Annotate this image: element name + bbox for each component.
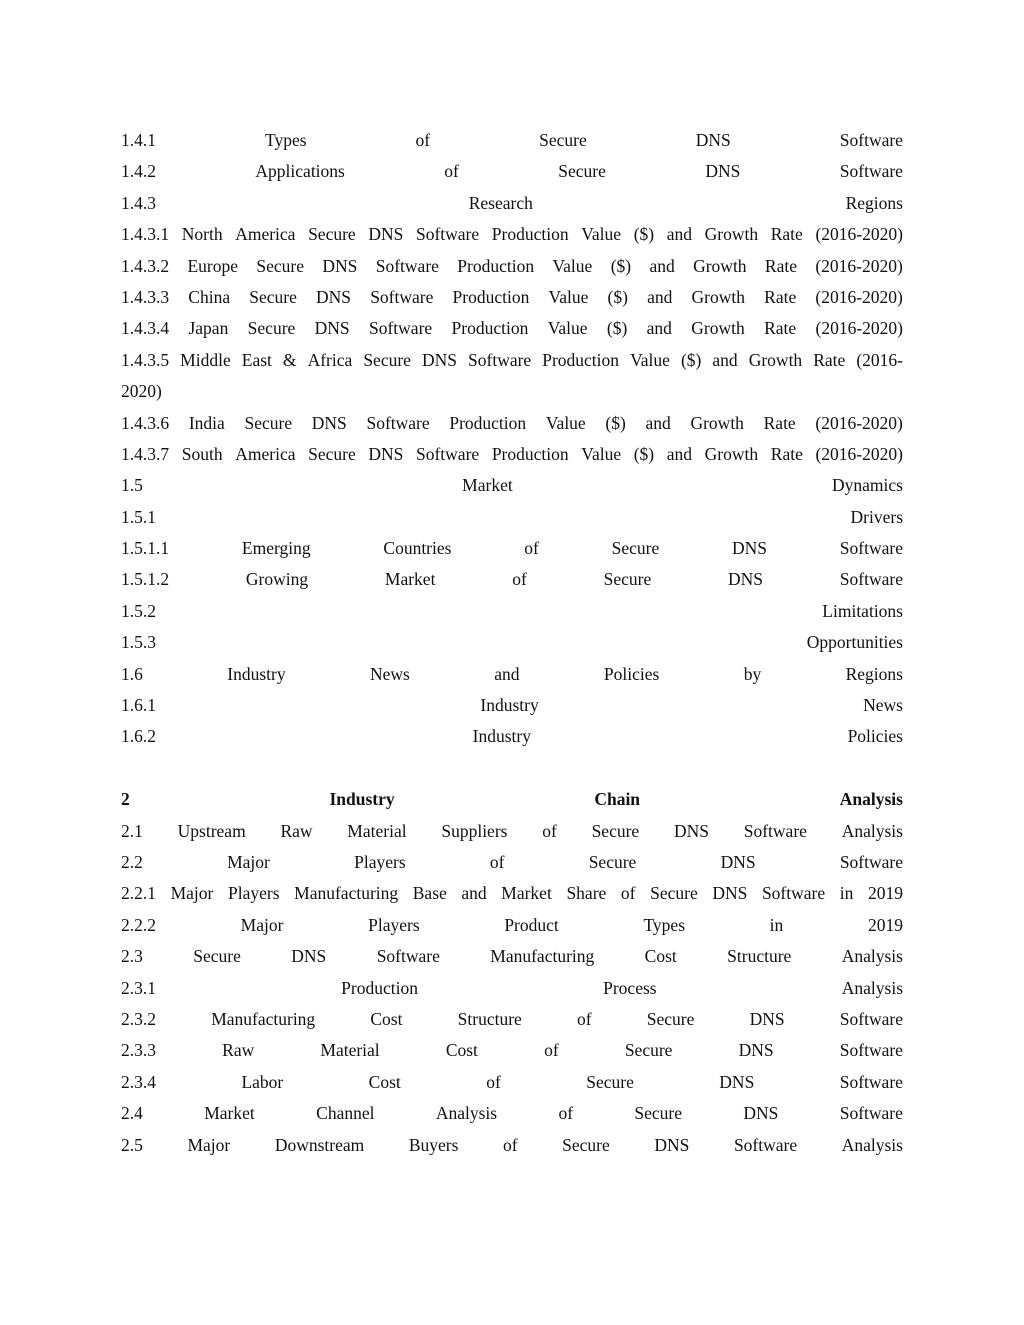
toc-entry-word: Cost (370, 1008, 403, 1029)
toc-entry-number: 1.5.1.1 (121, 538, 170, 559)
toc-entry-word: and (647, 286, 673, 307)
toc-entry-word: of (512, 569, 527, 590)
toc-entry-word: Regions (845, 192, 903, 213)
toc-entry-word: Europe (187, 255, 239, 276)
toc-entry-word: Product (504, 914, 559, 935)
toc-entry-word: Software (839, 130, 903, 150)
toc-entry-word: Software (376, 946, 440, 967)
toc-entry-word: Rate (813, 349, 846, 370)
toc-entry-word: Cost (368, 1071, 401, 1092)
blank-line (121, 753, 903, 784)
toc-entry (121, 439, 903, 470)
toc-entry-number: 2.5 (121, 1134, 143, 1155)
toc-entry-word: Value (552, 255, 593, 276)
toc-entry-word: Labor (241, 1071, 284, 1092)
toc-entry (121, 1130, 903, 1161)
toc-entry-word: DNS (743, 1103, 779, 1124)
toc-entry-word: Software (416, 443, 480, 464)
toc-entry-word: Players (368, 914, 420, 935)
toc-entry (121, 941, 903, 972)
toc-entry-word: and (645, 412, 671, 433)
toc-entry-word: Software (369, 318, 433, 339)
toc-entry-number: 1.6.2 (121, 726, 156, 747)
toc-entry-word: Industry (329, 789, 395, 810)
toc-entry (121, 1004, 903, 1035)
toc-entry-word: of (542, 820, 557, 841)
toc-entry (121, 408, 903, 439)
toc-entry-number: 1.4.3.2 (121, 255, 170, 276)
toc-entry-word: by (743, 663, 762, 684)
toc-entry-word: Analysis (841, 977, 903, 998)
toc-entry-word: Limitations (822, 600, 903, 621)
toc-entry-word: Software (839, 569, 903, 590)
toc-entry-word: in (839, 883, 854, 904)
toc-entry (121, 816, 903, 847)
toc-entry (121, 721, 903, 752)
toc-entry-word: and (666, 443, 693, 464)
toc-entry-word: (2016-2020) (815, 412, 903, 433)
toc-entry-word: North (181, 224, 223, 245)
toc-entry-word: Japan (188, 318, 229, 339)
toc-entry-number: 2.2 (121, 851, 143, 872)
toc-entry-word: Suppliers (441, 820, 508, 841)
toc-entry (121, 1035, 903, 1066)
toc-entry-word: and (666, 224, 693, 245)
toc-entry-word: Major (227, 851, 270, 872)
toc-entry-number: 1.5.2 (121, 600, 156, 621)
toc-entry (121, 659, 903, 690)
toc-entry-word: ($) (633, 224, 655, 245)
toc-entry-word: Major (240, 914, 284, 935)
toc-entry-word: Secure (363, 349, 411, 370)
toc-entry-word: Market (462, 475, 513, 496)
toc-entry-word: Base (412, 883, 447, 904)
toc-entry-word: of (620, 883, 636, 904)
toc-entry-word: Dynamics (832, 475, 903, 496)
toc-entry-word: of (502, 1134, 518, 1155)
toc-entry-word: of (524, 538, 539, 559)
toc-entry-word: Secure (603, 569, 652, 590)
toc-entry-word: DNS (732, 538, 768, 559)
toc-entry-word: Types (643, 914, 685, 935)
toc-entry-word: Production (491, 443, 569, 464)
toc-entry-word: Software (839, 161, 903, 182)
toc-entry-word: Production (341, 977, 418, 998)
toc-entry-word: ($) (606, 318, 628, 339)
toc-entry-word: DNS (421, 349, 457, 370)
toc-entry-word: DNS (719, 1071, 755, 1092)
toc-entry-word: Software (839, 1008, 903, 1029)
toc-entry-word: Secure (634, 1103, 682, 1124)
toc-entry-word: and (649, 255, 675, 276)
toc-entry-number: 1.4.3.3 (121, 286, 170, 307)
toc-entry-word: DNS (368, 224, 404, 245)
toc-entry-word: Secure (591, 820, 640, 841)
toc-entry-word: Industry (472, 726, 531, 747)
toc-entry-word: DNS (720, 851, 756, 872)
toc-entry-word: of (558, 1103, 574, 1124)
toc-entry-word: Software (468, 349, 532, 370)
toc-entry-word: Value (545, 412, 586, 433)
toc-entry-word: of (415, 130, 431, 150)
toc-entry-word: Africa (307, 349, 353, 370)
toc-entry (121, 1067, 903, 1098)
toc-entry-word: Policies (603, 663, 660, 684)
toc-entry-word: Software (839, 1103, 903, 1124)
toc-entry-word: Market (384, 569, 436, 590)
toc-entry-word: DNS (712, 883, 748, 904)
toc-entry-word: Cost (445, 1040, 478, 1061)
toc-entry-word: DNS (738, 1040, 774, 1061)
toc-entry-word: Secure (624, 1040, 673, 1061)
toc-entry-number: 2.1 (121, 820, 143, 841)
toc-entry-word: Material (347, 820, 407, 841)
toc-entry-word: (2016- (856, 349, 903, 370)
toc-entry-number: 1.5 (121, 475, 143, 496)
toc-entry-word: and (494, 663, 520, 684)
toc-entry (121, 313, 903, 344)
toc-entry (121, 251, 903, 282)
toc-entry-word: Rate (764, 286, 797, 307)
toc-entry-word: of (544, 1040, 559, 1061)
toc-entry-word: (2016-2020) (815, 255, 903, 276)
toc-entry-word: Analysis (841, 1134, 903, 1155)
toc-entry-number: 2.2.1 (121, 883, 156, 904)
toc-entry-number: 1.4.3 (121, 192, 156, 213)
toc-entry-word: Software (761, 883, 826, 904)
toc-entry-word: Manufacturing (211, 1008, 316, 1029)
toc-entry-word: Rate (763, 412, 796, 433)
table-of-contents (121, 125, 903, 1161)
toc-entry-number: 2.3.2 (121, 1008, 156, 1029)
toc-entry-number: 1.4.2 (121, 161, 156, 182)
toc-entry-word: Growth (748, 349, 803, 370)
toc-entry-word: Secure (611, 538, 660, 559)
toc-entry (121, 219, 903, 250)
toc-entry-word: Software (839, 851, 903, 872)
toc-entry-word: Software (839, 1040, 903, 1061)
toc-entry-word: Secure (586, 1071, 634, 1092)
toc-entry-number: 1.4.3.4 (121, 318, 170, 339)
toc-entry-number: 1.4.3.1 (121, 224, 170, 245)
toc-entry-word: DNS (311, 412, 347, 433)
toc-entry-word: Material (320, 1040, 380, 1061)
toc-entry-word: Raw (280, 820, 313, 841)
toc-entry-word: Software (733, 1134, 798, 1155)
toc-entry-word: DNS (291, 946, 327, 967)
toc-entry-word: Rate (764, 318, 797, 339)
toc-entry-word: Emerging (241, 538, 311, 559)
toc-entry-number: 1.5.1.2 (121, 569, 170, 590)
toc-entry-word: Analysis (839, 789, 903, 810)
toc-entry-number: 2.2.2 (121, 914, 156, 935)
toc-entry-word: Production (542, 349, 620, 370)
toc-entry-word: Secure (588, 851, 637, 872)
toc-entry-word: China (188, 286, 231, 307)
toc-entry-number: 2.3 (121, 946, 143, 967)
toc-entry-word: Secure (308, 443, 356, 464)
toc-entry-number: 1.4.3.5 (121, 349, 170, 370)
toc-entry-word: America (235, 224, 296, 245)
toc-entry (121, 878, 903, 909)
toc-entry-word: Value (581, 443, 622, 464)
toc-entry-word: DNS (728, 569, 764, 590)
toc-entry-word: DNS (705, 161, 741, 182)
toc-entry-word: & (282, 349, 297, 370)
toc-entry (121, 847, 903, 878)
toc-entry-number: 1.4.3.6 (121, 412, 170, 433)
toc-entry-word: Secure (193, 946, 241, 967)
toc-entry-word: DNS (654, 1134, 690, 1155)
toc-entry-word: Major (187, 1134, 231, 1155)
toc-entry-word: Software (366, 412, 430, 433)
toc-entry-word: Software (743, 820, 807, 841)
toc-entry-word: News (369, 663, 410, 684)
toc-entry (121, 470, 903, 501)
toc-entry-word: Secure (539, 130, 587, 150)
toc-entry (121, 627, 903, 658)
toc-entry-word: Industry (480, 695, 539, 716)
toc-entry-word: Value (630, 349, 670, 370)
toc-entry-word: Growth (690, 412, 744, 433)
toc-entry-word: Growth (691, 318, 745, 339)
toc-entry-word: Growth (704, 224, 759, 245)
toc-entry (121, 564, 903, 595)
toc-entry-word: in (769, 914, 784, 935)
toc-entry-word: Policies (847, 726, 903, 747)
toc-entry-word: Rate (770, 224, 803, 245)
toc-entry-word: Regions (845, 663, 903, 684)
toc-entry-word: Growth (704, 443, 759, 464)
toc-entry-word: Market (204, 1103, 255, 1124)
toc-entry-word: East (241, 349, 272, 370)
toc-entry-word: ($) (633, 443, 655, 464)
toc-entry-word: Analysis (841, 820, 903, 841)
toc-entry-number: 1.5.3 (121, 632, 156, 653)
toc-entry (121, 973, 903, 1004)
toc-entry-word: Buyers (408, 1134, 459, 1155)
toc-entry-number: 1.4.3.7 (121, 443, 170, 464)
toc-entry-word: Upstream (177, 820, 246, 841)
toc-entry-word: Value (548, 286, 589, 307)
toc-entry-word: Drivers (850, 506, 903, 527)
toc-entry-word: Secure (646, 1008, 695, 1029)
toc-entry-word: India (188, 412, 225, 433)
toc-entry-word: of (489, 851, 505, 872)
toc-entry (121, 156, 903, 187)
toc-entry-word: 2019 (867, 914, 903, 935)
toc-entry-word: Rate (770, 443, 803, 464)
toc-entry (121, 910, 903, 941)
toc-entry-word: America (235, 443, 296, 464)
toc-entry-word: DNS (749, 1008, 785, 1029)
toc-entry-word: Structure (457, 1008, 522, 1029)
toc-entry-number: 2.4 (121, 1103, 143, 1124)
toc-entry-word: Production (451, 318, 529, 339)
toc-entry-number: 2.3.3 (121, 1040, 156, 1061)
toc-entry-word: Software (839, 538, 903, 559)
toc-entry-word: Channel (316, 1103, 375, 1124)
toc-entry-word: Analysis (841, 946, 903, 967)
toc-entry-word: of (444, 161, 459, 182)
toc-entry-word: Production (452, 286, 530, 307)
toc-entry-word: DNS (368, 443, 404, 464)
toc-entry-word: Types (265, 130, 307, 150)
toc-entry-word: Applications (255, 161, 345, 182)
toc-entry-word: News (863, 695, 903, 716)
toc-entry (121, 502, 903, 533)
toc-entry-word: Growth (691, 286, 745, 307)
toc-entry-word: Software (370, 286, 434, 307)
toc-entry-word: South (181, 443, 223, 464)
toc-entry (121, 533, 903, 564)
toc-entry-word: Software (839, 1071, 903, 1092)
toc-entry (121, 1098, 903, 1129)
toc-entry-word: Secure (256, 255, 305, 276)
toc-entry-word: Production (457, 255, 535, 276)
toc-entry-word: Manufacturing (490, 946, 595, 967)
toc-entry-word: Downstream (274, 1134, 365, 1155)
toc-entry-word: Share (566, 883, 607, 904)
toc-entry-word: Secure (650, 883, 698, 904)
toc-entry-word: Raw (222, 1040, 255, 1061)
toc-entry-word: Growth (693, 255, 747, 276)
toc-entry-word: and (461, 883, 487, 904)
section-heading (121, 784, 903, 815)
toc-entry-word: of (577, 1008, 592, 1029)
toc-entry (121, 376, 903, 407)
toc-entry-word: ($) (610, 255, 632, 276)
toc-entry-word: Growing (245, 569, 309, 590)
toc-entry-word: (2016-2020) (815, 286, 903, 307)
toc-entry-word: Manufacturing (294, 883, 399, 904)
toc-entry-word: Production (449, 412, 527, 433)
toc-entry-number: 2.3.1 (121, 977, 156, 998)
toc-entry-word: (2016-2020) (815, 224, 903, 245)
toc-entry-word: Middle (180, 349, 231, 370)
toc-entry-word: Major (170, 883, 214, 904)
toc-entry-word: Chain (594, 789, 641, 810)
toc-entry-word: Countries (383, 538, 452, 559)
toc-entry-word: DNS (322, 255, 358, 276)
toc-entry-word: Rate (764, 255, 797, 276)
toc-entry-word: (2016-2020) (815, 318, 903, 339)
toc-entry-word: ($) (605, 412, 626, 433)
toc-entry-word: DNS (316, 286, 352, 307)
toc-entry-word: Players (228, 883, 280, 904)
toc-entry-word: Opportunities (806, 632, 903, 653)
toc-entry (121, 690, 903, 721)
toc-entry-word: Software (415, 224, 480, 245)
toc-entry (121, 188, 903, 219)
toc-entry-word: Players (354, 851, 406, 872)
toc-entry (121, 282, 903, 313)
toc-entry-word: Secure (562, 1134, 610, 1155)
toc-entry (121, 125, 903, 156)
toc-entry (121, 596, 903, 627)
toc-entry-word: DNS (314, 318, 350, 339)
toc-entry-word: and (646, 318, 672, 339)
toc-entry-word: Structure (727, 946, 792, 967)
toc-entry-number: 1.4.1 (121, 130, 156, 150)
toc-entry-number: 1.6.1 (121, 695, 156, 716)
toc-entry-number: 2 (121, 789, 130, 810)
toc-entry-word: Market (501, 883, 552, 904)
toc-entry-word: DNS (695, 130, 731, 150)
toc-entry-word: ($) (680, 349, 702, 370)
toc-entry-number: 2.3.4 (121, 1071, 156, 1092)
toc-entry-word: Secure (244, 412, 293, 433)
toc-entry-word: DNS (673, 820, 709, 841)
toc-entry-word: Cost (644, 946, 677, 967)
toc-entry-word: Secure (308, 224, 356, 245)
toc-entry-number: 1.5.1 (121, 506, 156, 527)
toc-entry-word: Value (581, 224, 622, 245)
toc-entry-word: 2019 (867, 883, 903, 904)
toc-entry-word: (2016-2020) (815, 443, 903, 464)
toc-entry-word: and (712, 349, 738, 370)
toc-entry-word: of (486, 1071, 501, 1092)
toc-entry-word: Production (491, 224, 569, 245)
toc-entry-word: ($) (607, 286, 628, 307)
toc-entry-word: Process (603, 977, 657, 998)
toc-entry-word: Secure (249, 286, 297, 307)
toc-entry-word: Software (375, 255, 439, 276)
toc-entry-word: Value (547, 318, 588, 339)
toc-entry-word: Research (468, 192, 533, 213)
toc-entry (121, 345, 903, 376)
toc-entry-word: Secure (247, 318, 296, 339)
toc-entry-number: 2020) (121, 381, 162, 402)
toc-entry-word: Industry (227, 663, 286, 684)
toc-entry-word: Secure (558, 161, 606, 182)
toc-entry-number: 1.6 (121, 663, 143, 684)
toc-entry-word: Analysis (435, 1103, 498, 1124)
